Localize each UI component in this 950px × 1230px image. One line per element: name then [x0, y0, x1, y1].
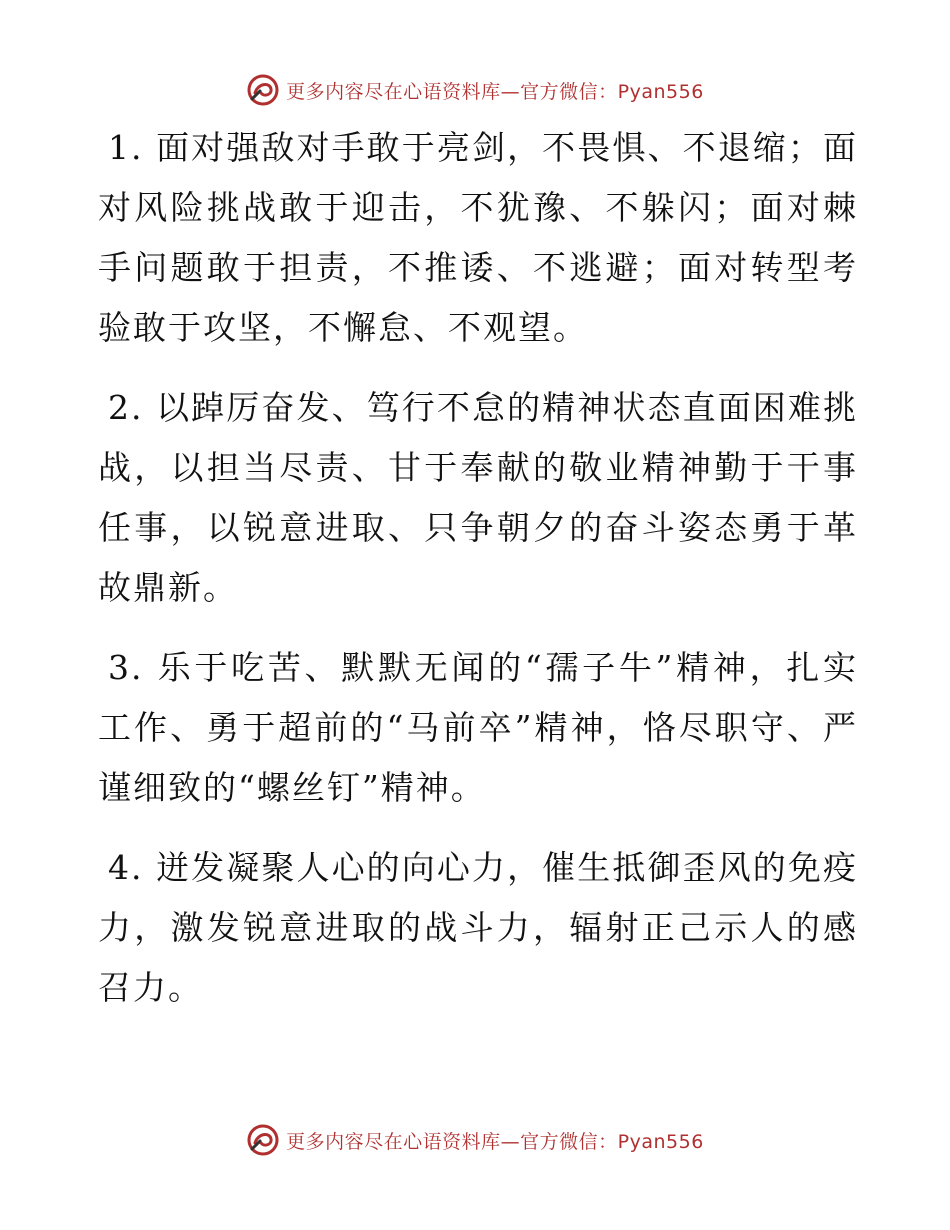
- paragraph-4: 4. 迸发凝聚人心的向心力，催生抵御歪风的免疫力，激发锐意进取的战斗力，辐射正己示人的感召力。: [98, 848, 858, 1007]
- swirl-logo-icon: [246, 73, 280, 107]
- header-banner-text: 更多内容尽在心语资料库—官方微信：Pyan556: [286, 80, 704, 103]
- header-banner: [0, 70, 950, 110]
- footer-banner-text: 更多内容尽在心语资料库—官方微信：Pyan556: [286, 1130, 704, 1153]
- footer-banner: [0, 1120, 950, 1160]
- document-body: [98, 118, 858, 1038]
- paragraph-3: 3. 乐于吃苦、默默无闻的“孺子牛”精神，扎实工作、勇于超前的“马前卒”精神，恪尽职守、严谨细致的“螺丝钉”精神。: [98, 648, 858, 807]
- paragraph-2: 2. 以踔厉奋发、笃行不怠的精神状态直面困难挑战，以担当尽责、甘于奉献的敬业精神勤于干事任事，以锐意进取、只争朝夕的奋斗姿态勇于革故鼎新。: [98, 388, 858, 607]
- swirl-logo-icon: [246, 1123, 280, 1157]
- paragraph-1: 1. 面对强敌对手敢于亮剑，不畏惧、不退缩；面对风险挑战敢于迎击，不犹豫、不躲闪；面对棘手问题敢于担责，不推诿、不逃避；面对转型考验敢于攻坚，不懈怠、不观望。: [98, 128, 858, 347]
